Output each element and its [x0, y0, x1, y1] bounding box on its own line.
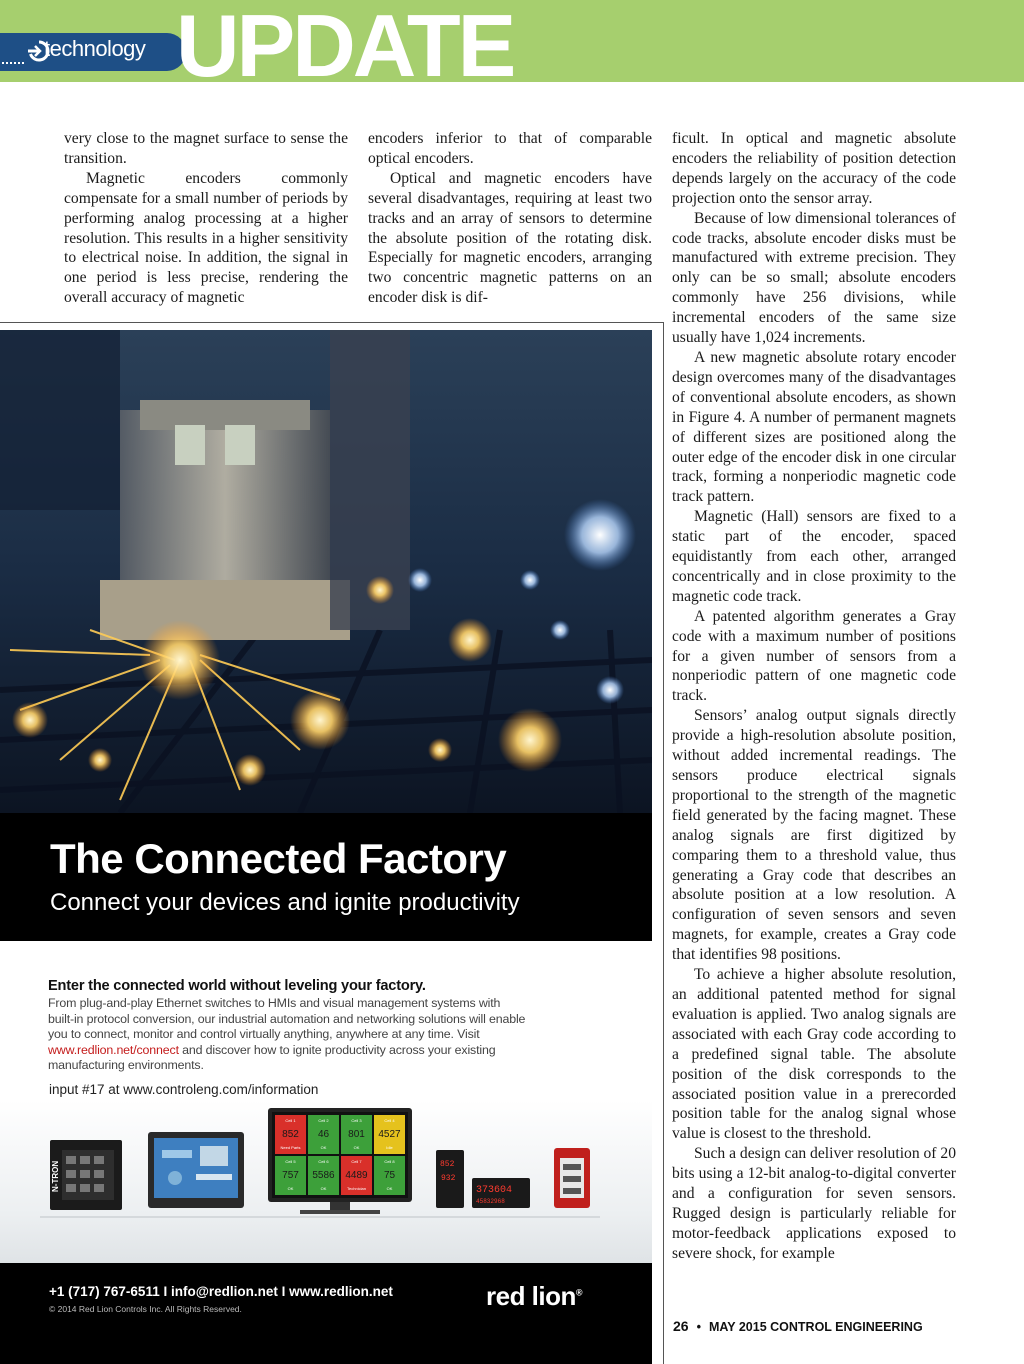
ad-products [0, 1100, 652, 1264]
ad-copy [48, 978, 528, 1074]
article-column-3 [672, 129, 956, 1304]
footer-dot: • [696, 1320, 701, 1334]
paragraph: To achieve a higher absolute resolution, an additional patented method for signal evaluation is applied. Two analog signals are associated with each Gray code according to a predefined signal table. The absolute position of the disk corresponds to the associated position value in a prerecorded position table for the analog signal whose value is closest to the threshold. [672, 966, 956, 1143]
ad-body [48, 996, 528, 1074]
ad-copyright: © 2014 Red Lion Controls Inc. All Rights Reserved. [49, 1304, 242, 1314]
ad-footer [0, 1263, 652, 1364]
tv-cell-status: OK [320, 1186, 327, 1191]
tv-cell-title: Cell 4 [384, 1118, 395, 1123]
section-tab [0, 33, 186, 71]
laser-cutter-image [0, 330, 652, 813]
tv-cell-title: Cell 3 [351, 1118, 362, 1123]
cellular-router [554, 1148, 590, 1208]
paragraph: A patented algorithm generates a Gray code with a maximum number of positions for a given number of sensors from a nonperiodic pattern of one magnetic code track. [672, 607, 956, 705]
products-image [0, 1100, 652, 1264]
tv-cell-title: Cell 8 [384, 1159, 395, 1164]
ad-border-right [663, 322, 664, 1364]
svg-text:45832968: 45832968 [476, 1198, 505, 1205]
hmi-panel [148, 1132, 244, 1208]
paragraph: Because of low dimensional tolerances of code tracks, absolute encoder disks must be manufactured with extreme precision. They only can be so small; absolute encoders commonly have 256 divisions, while incremental encoders of the same size usually have 1,024 increments. [672, 209, 956, 347]
tv-cell-value: 801 [348, 1129, 365, 1140]
paragraph: ficult. In optical and magnetic absolute encoders the reliability of position detection depends largely on the accuracy of the code projection onto the sensor array. [672, 130, 956, 207]
tv-cell-value: 4527 [378, 1129, 401, 1140]
tv-cell-value: 852 [282, 1129, 299, 1140]
panel-meter [436, 1150, 464, 1208]
tv-cell-value: 4489 [345, 1170, 368, 1181]
tv-cell-status: OK [320, 1145, 327, 1150]
svg-text:932: 932 [441, 1174, 456, 1183]
large-display-meter [472, 1178, 530, 1208]
section-title: UPDATE [176, 6, 514, 82]
switch-brand: N-TRON [51, 1160, 60, 1192]
tv-cell-value: 75 [383, 1170, 396, 1181]
display-monitor [268, 1108, 412, 1214]
ad-contact: +1 (717) 767-6511 I info@redlion.net I www.redlion.net [49, 1284, 393, 1299]
page-footer [673, 1318, 923, 1334]
svg-text:373604: 373604 [476, 1185, 513, 1196]
paragraph: A new magnetic absolute rotary encoder design overcomes many of the disadvantages of conventional absolute encoders, as shown in Figure 4. A number of permanent magnets of different sizes are positioned along the outer edge of the encoder disk in one circular track, forming a nonperiodic magnetic code track pattern. [672, 348, 956, 506]
paragraph: Magnetic encoders commonly compensate for a small number of periods by performing analog processing at a higher resolution. This results in a higher sensitivity to electrical noise. In addition, the signal in one period is less precise, rendering the overall accuracy of magnetic [64, 169, 348, 307]
ad-border-top [0, 322, 664, 323]
tv-cell-status: Idle [386, 1145, 393, 1150]
tv-cell-title: Cell 7 [351, 1159, 362, 1164]
red-lion-logo [486, 1281, 582, 1312]
paragraph: very close to the magnet surface to sense the transition. [64, 130, 348, 167]
ad-link[interactable]: www.redlion.net/connect [48, 1042, 179, 1057]
tv-cell-title: Cell 1 [285, 1118, 296, 1123]
ad-banner [0, 813, 652, 941]
paragraph: Optical and magnetic encoders have several disadvantages, requiring at least two tracks and an array of sensors to determine the absolute position of the rotating disk. Especially for magnetic encoders, arranging two concentric magnetic patterns on an encoder disk is dif- [368, 169, 652, 307]
ad-headline: Enter the connected world without leveling your factory. [48, 978, 426, 994]
tv-cell-title: Cell 2 [318, 1118, 329, 1123]
section-label: technology [44, 36, 146, 61]
tv-cell-status: OK [353, 1145, 360, 1150]
ad-photo [0, 330, 652, 813]
article-column-2 [368, 129, 652, 309]
paragraph: encoders inferior to that of comparable optical encoders. [368, 130, 652, 167]
page-number: 26 [673, 1318, 689, 1334]
tv-cell-value: 46 [317, 1129, 330, 1140]
paragraph: Magnetic (Hall) sensors are fixed to a static part of the encoder, spaced equidistantly from each other, arranged concentrically and in close proximity to the magnetic code track. [672, 508, 956, 605]
ethernet-switch [50, 1140, 122, 1210]
ad-subtitle: Connect your devices and ignite productivity [50, 889, 520, 916]
paragraph: Such a design can deliver resolution of 20 bits using a 12-bit analog-to-digital converter and a configuration for seven sensors. Rugged design is particularly reliable for motor-feedback applications exposed to severe shock, for example [672, 1145, 956, 1262]
svg-text:852: 852 [440, 1160, 455, 1169]
logo-text: red lion [486, 1281, 576, 1311]
tv-cell-status: OK [386, 1186, 393, 1191]
ad-body-text-end: and discover how to ignite productivity across your existing manufacturing environments. [48, 1042, 496, 1072]
tv-cell-value: 5586 [312, 1170, 335, 1181]
tv-cell-status: Technician [347, 1186, 366, 1191]
issue-label: MAY 2015 CONTROL ENGINEERING [708, 1320, 923, 1334]
tv-cell-title: Cell 5 [285, 1159, 296, 1164]
tv-cell-status: Need Parts [280, 1145, 301, 1150]
dotted-line [2, 62, 24, 64]
ad-body-text: From plug-and-play Ethernet switches to HMIs and visual management systems with built-in protocol conversion, our industrial automation and networking solutions will enable you to connect, monitor and control virtually anything, anywhere at any time. Visit [48, 996, 526, 1041]
tv-cell-status: OK [287, 1186, 294, 1191]
paragraph: Sensors’ analog output signals directly provide a high-resolution absolute position, without added incremental readings. The sensors produce electrical signals proportional to the strength of the magnetic field generated by the facing magnet. These analog signals are first digitized by comparing them to a threshold value, thus generating a Gray code that describes an absolute position at a low resolution. A configuration of seven sensors and seven magnets, for example, creates a Gray code that identifies 98 positions. [672, 707, 956, 964]
ad-title: The Connected Factory [50, 835, 507, 882]
article-column-1 [64, 129, 348, 309]
tv-cell-title: Cell 6 [318, 1159, 329, 1164]
logo-mark: ® [575, 1287, 583, 1298]
reader-input-line: input #17 at www.controleng.com/information [49, 1082, 319, 1097]
tv-cell-value: 757 [282, 1170, 299, 1181]
